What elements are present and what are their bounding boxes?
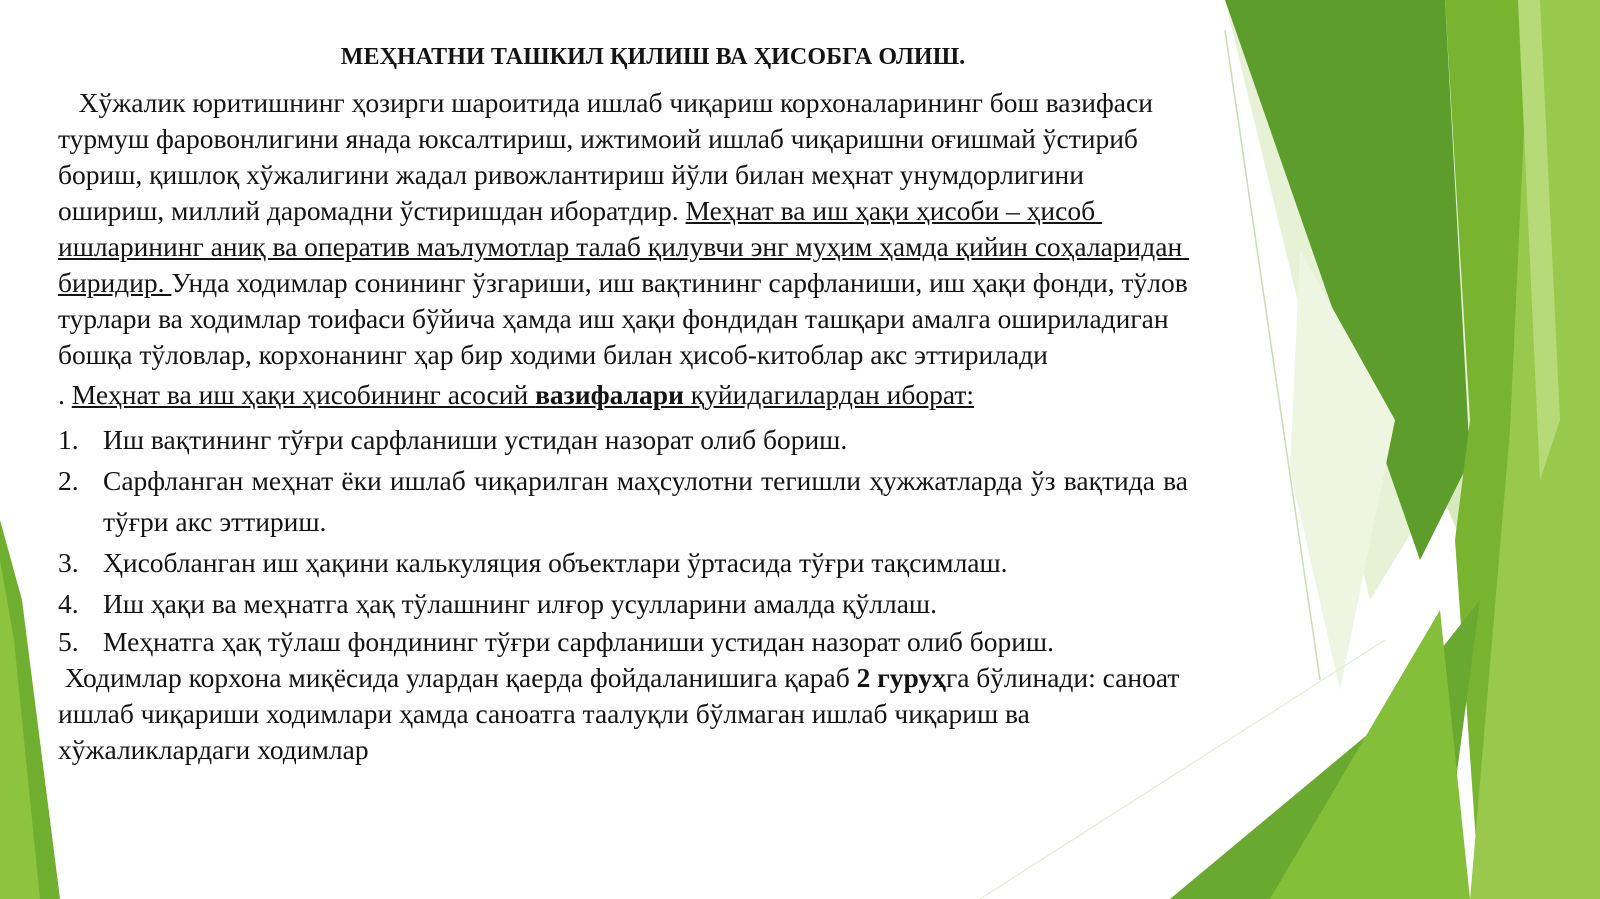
list-item-text: Сарфланган меҳнат ёки ишлаб чиқарилган маҳсулотни тегишли ҳужжатларда ўз вақтида ва тўғри акс эттириш. [103, 465, 1188, 537]
groups-bold: 2 гуруҳ [856, 662, 946, 693]
tasks-heading-prefix: . [58, 379, 72, 410]
tasks-heading-part2: қуйидагилардан иборат: [683, 379, 975, 410]
slide-content [58, 44, 1195, 768]
right-lower-facet-2 [1270, 610, 1470, 899]
intro-paragraph [58, 85, 1195, 373]
intro-rest-text: Унда ходимлар сонининг ўзгариши, иш вақтининг сарфланиши, иш ҳақи фонди, тўлов турлари ва ходимлар тоифаси бўйича ҳамда иш ҳақи фондидан ташқари амалга ошириладиган бошқа тўловлар, корхонанинг ҳар бир ходими билан ҳисоб-китоблар акс эттирилади [58, 267, 1195, 370]
slide-title: МЕҲНАТНИ ТАШКИЛ ҚИЛИШ ВА ҲИСОБГА ОЛИШ. [340, 44, 966, 70]
tasks-heading-bold: вазифалари [535, 379, 684, 410]
list-item [58, 624, 1188, 660]
list-item-text: Иш ҳақи ва меҳнатга ҳақ тўлашнинг илғор усулларини амалда қўллаш. [103, 588, 937, 619]
list-item-text: Иш вақтининг тўғри сарфланиши устидан назорат олиб бориш. [103, 424, 848, 455]
list-item-number: 5. [58, 626, 79, 657]
tasks-heading-underlined [72, 379, 974, 410]
tasks-list [58, 419, 1188, 660]
groups-part1: Ходимлар корхона миқёсида улардан қаерда фойдаланишига қараб [58, 662, 857, 693]
list-item [58, 419, 1188, 460]
groups-paragraph [58, 660, 1188, 768]
tasks-heading [58, 377, 1188, 413]
list-item-text: Меҳнатга ҳақ тўлаш фондининг тўғри сарфланиши устидан назорат олиб бориш. [103, 626, 1054, 657]
intro-underlined-definition: Меҳнат ва иш ҳақи ҳисоби – ҳисоб ишларининг аниқ ва оператив маълумотлар талаб қилувчи энг муҳим ҳамда қийин соҳаларидан биридир. [58, 195, 1190, 298]
list-item-number: 3. [58, 547, 79, 578]
list-item-number: 2. [58, 465, 79, 496]
list-item [58, 460, 1188, 542]
list-item-number: 4. [58, 588, 79, 619]
groups-part2: га бўлинади: саноат ишлаб чиқариши ходимлари ҳамда саноатга таалуқли бўлмаган ишлаб чиқариш ва хўжаликлардаги ходимлар [58, 662, 1187, 765]
tasks-heading-part1: Меҳнат ва иш ҳақи ҳисобининг асосий [71, 379, 536, 410]
list-item-number: 1. [58, 424, 79, 455]
list-item [58, 583, 1188, 624]
intro-plain-text: Хўжалик юритишнинг ҳозирги шароитида ишлаб чиқариш корхоналарининг бош вазифаси турмуш фаровонлигини янада юксалтириш, ижтимоий ишлаб чиқаришни оғишмай ўстириб бориш, қишлоқ хўжалигини жадал ривожлантириш йўли билан меҳнат унумдорлигини ошириш, миллий даромадни ўстиришдан иборатдир. [58, 87, 1160, 226]
list-item-text: Ҳисобланган иш ҳақини калькуляция объектлари ўртасида тўғри тақсимлаш. [103, 547, 1008, 578]
list-item [58, 542, 1188, 583]
